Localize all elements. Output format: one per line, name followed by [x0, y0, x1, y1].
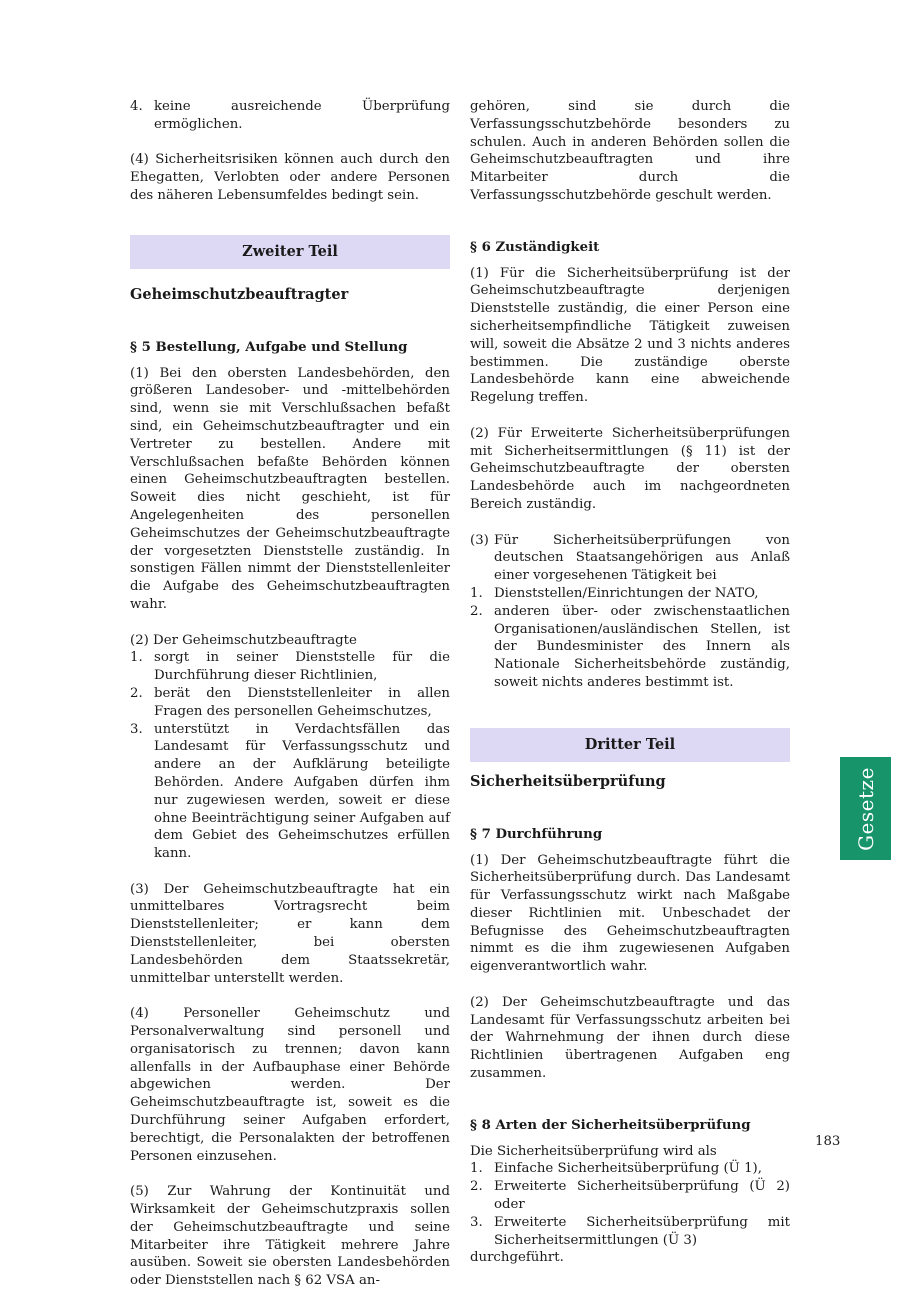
list-item: 1. Dienststellen/Einrichtungen der NATO,	[470, 585, 759, 601]
part-title: Sicherheitsüberprüfung	[470, 772, 666, 790]
part-banner-dritter-teil: Dritter Teil	[470, 728, 790, 762]
list-item: 2. anderen über- oder zwischenstaatlichen Organisationen/ausländischen Stellen, ist der Bundesminister des Innern als Nationale Sicherheitsbehörde zuständig, soweit nichts anderes bestimmt ist.	[470, 603, 790, 690]
right-column	[470, 98, 790, 1267]
list-item: 4. keine ausreichende Überprüfung ermöglichen.	[130, 99, 450, 132]
paragraph: (2) Der Geheimschutzbeauftragte und das Landesamt für Verfassungsschutz arbeiten bei der Wahrnehmung der ihnen durch diese Richtlinien übertragenen Aufgaben eng zusammen.	[470, 994, 790, 1082]
paragraph: Die Sicherheitsüberprüfung wird als	[470, 1143, 717, 1159]
section-heading-6: § 6 Zuständigkeit	[470, 239, 600, 255]
paragraph: (4) Sicherheitsrisiken können auch durch den Ehegatten, Verlobten oder andere Personen des näheren Lebensumfeldes bedingt sein.	[130, 152, 450, 203]
section-heading-5: § 5 Bestellung, Aufgabe und Stellung	[130, 339, 408, 355]
list-item: 3. Erweiterte Sicherheitsüberprüfung mit Sicherheitsermittlungen (Ü 3)	[470, 1214, 790, 1248]
paragraph: (5) Zur Wahrung der Kontinuität und Wirksamkeit der Geheimschutzpraxis sollen der Geheimschutzbeauftragte und seine Mitarbeiter ihre Tätigkeit mehrere Jahre ausüben. Soweit sie obersten Landesbehörden oder Dienststellen nach § 62 VSA an-	[130, 1184, 450, 1289]
list-item: 3. unterstützt in Verdachtsfällen das Landesamt für Verfassungsschutz und andere an der Aufklärung beteiligte Behörden. Andere Aufgaben dürfen ihm nur zugewiesen werden, soweit er diese ohne Beeinträchtigung seiner Aufgaben auf dem Gebiet des Geheimschutzes erfüllen kann.	[130, 721, 450, 862]
section-heading-8: § 8 Arten der Sicherheitsüberprüfung	[470, 1117, 751, 1133]
side-tab-gesetze: Gesetze	[840, 757, 891, 860]
item-list-continued	[130, 98, 450, 134]
paragraph: gehören, sind sie durch die Verfassungsschutzbehörde besonders zu schulen. Auch in anderen Behörden sollen die Geheimschutzbeauftragten und ihre Mitarbeiter durch die Verfassungsschutzbehörde geschult werden.	[470, 99, 790, 203]
list-item: 2. Erweiterte Sicherheitsüberprüfung (Ü 2) oder	[470, 1179, 790, 1213]
paragraph: (4) Personeller Geheimschutz und Personalverwaltung sind personell und organisatorisch zu trennen; davon kann allenfalls in der Aufbauphase einer Behörde abgewichen werden. Der Geheimschutzbeauftragte ist, soweit es die Durchführung seiner Aufgaben erfordert, berechtigt, die Personalakten der betroffenen Personen einzusehen.	[130, 1006, 450, 1164]
paragraph: (2) Der Geheimschutzbeauftragte	[130, 632, 357, 648]
left-column	[130, 98, 450, 1290]
numbered-list	[470, 1160, 790, 1249]
paragraph: (1) Bei den obersten Landesbehörden, den größeren Landesober- und -mittelbehörden sind, wenn sie mit Verschlußsachen befaßt sind, ein Geheimschutzbeauftragter und ein Vertreter zu bestellen. Andere mit Verschlußsachen befaßte Behörden können einen Geheimschutzbeauftragten bestellen. Soweit dies nicht geschieht, ist für Angelegenheiten des personellen Geheimschutzes der Geheimschutzbeauftragte der vorgesetzten Dienststelle zuständig. In sonstigen Fällen nimmt der Dienststellenleiter die Aufgabe des Geheimschutzbeauftragten wahr.	[130, 365, 450, 612]
paragraph: (3) Der Geheimschutzbeauftragte hat ein unmittelbares Vortragsrecht beim Dienststellenleiter; er kann dem Dienststellenleiter, bei obersten Landesbehörden dem Staatssekretär, unmittelbar unterstellt werden.	[130, 881, 450, 986]
list-item: 1. Einfache Sicherheitsüberprüfung (Ü 1),	[470, 1161, 762, 1177]
paragraph: durchgeführt.	[470, 1250, 564, 1266]
part-banner-zweiter-teil: Zweiter Teil	[130, 235, 450, 269]
paragraph: (1) Der Geheimschutzbeauftragte führt die Sicherheitsüberprüfung durch. Das Landesamt für Verfassungsschutz wirkt nach Maßgabe dieser Richtlinien mit. Unbeschadet der Befugnisse des Geheimschutzbeauftragten nimmt es die ihm zugewiesenen Aufgaben eigenverantwortlich wahr.	[470, 852, 790, 975]
section-heading-7: § 7 Durchführung	[470, 826, 603, 842]
list-item: 1. sorgt in seiner Dienststelle für die Durchführung dieser Richtlinien,	[130, 650, 450, 684]
paragraph: (1) Für die Sicherheitsüberprüfung ist der Geheimschutzbeauftragte derjenigen Dienststelle zuständig, die einer Person eine sicherheitsempfindliche Tätigkeit zuweisen will, soweit die Absätze 2 und 3 nichts anderes bestimmen. Die zuständige oberste Landesbehörde kann eine abweichende Regelung treffen.	[470, 265, 790, 406]
part-title: Geheimschutzbeauftragter	[130, 285, 349, 303]
numbered-list	[470, 585, 790, 692]
list-item: 2. berät den Dienststellenleiter in allen Fragen des personellen Geheimschutzes,	[130, 685, 450, 719]
paragraph: (3) Für Sicherheitsüberprüfungen von deutschen Staatsangehörigen aus Anlaß einer vorgesehenen Tätigkeit bei	[470, 532, 790, 584]
paragraph: (2) Für Erweiterte Sicherheitsüberprüfungen mit Sicherheitsermittlungen (§ 11) ist der Geheimschutzbeauftragte der obersten Landesbehörde auch im nachgeordneten Bereich zuständig.	[470, 425, 790, 512]
page-number: 183	[815, 1134, 841, 1149]
numbered-list	[130, 649, 450, 863]
